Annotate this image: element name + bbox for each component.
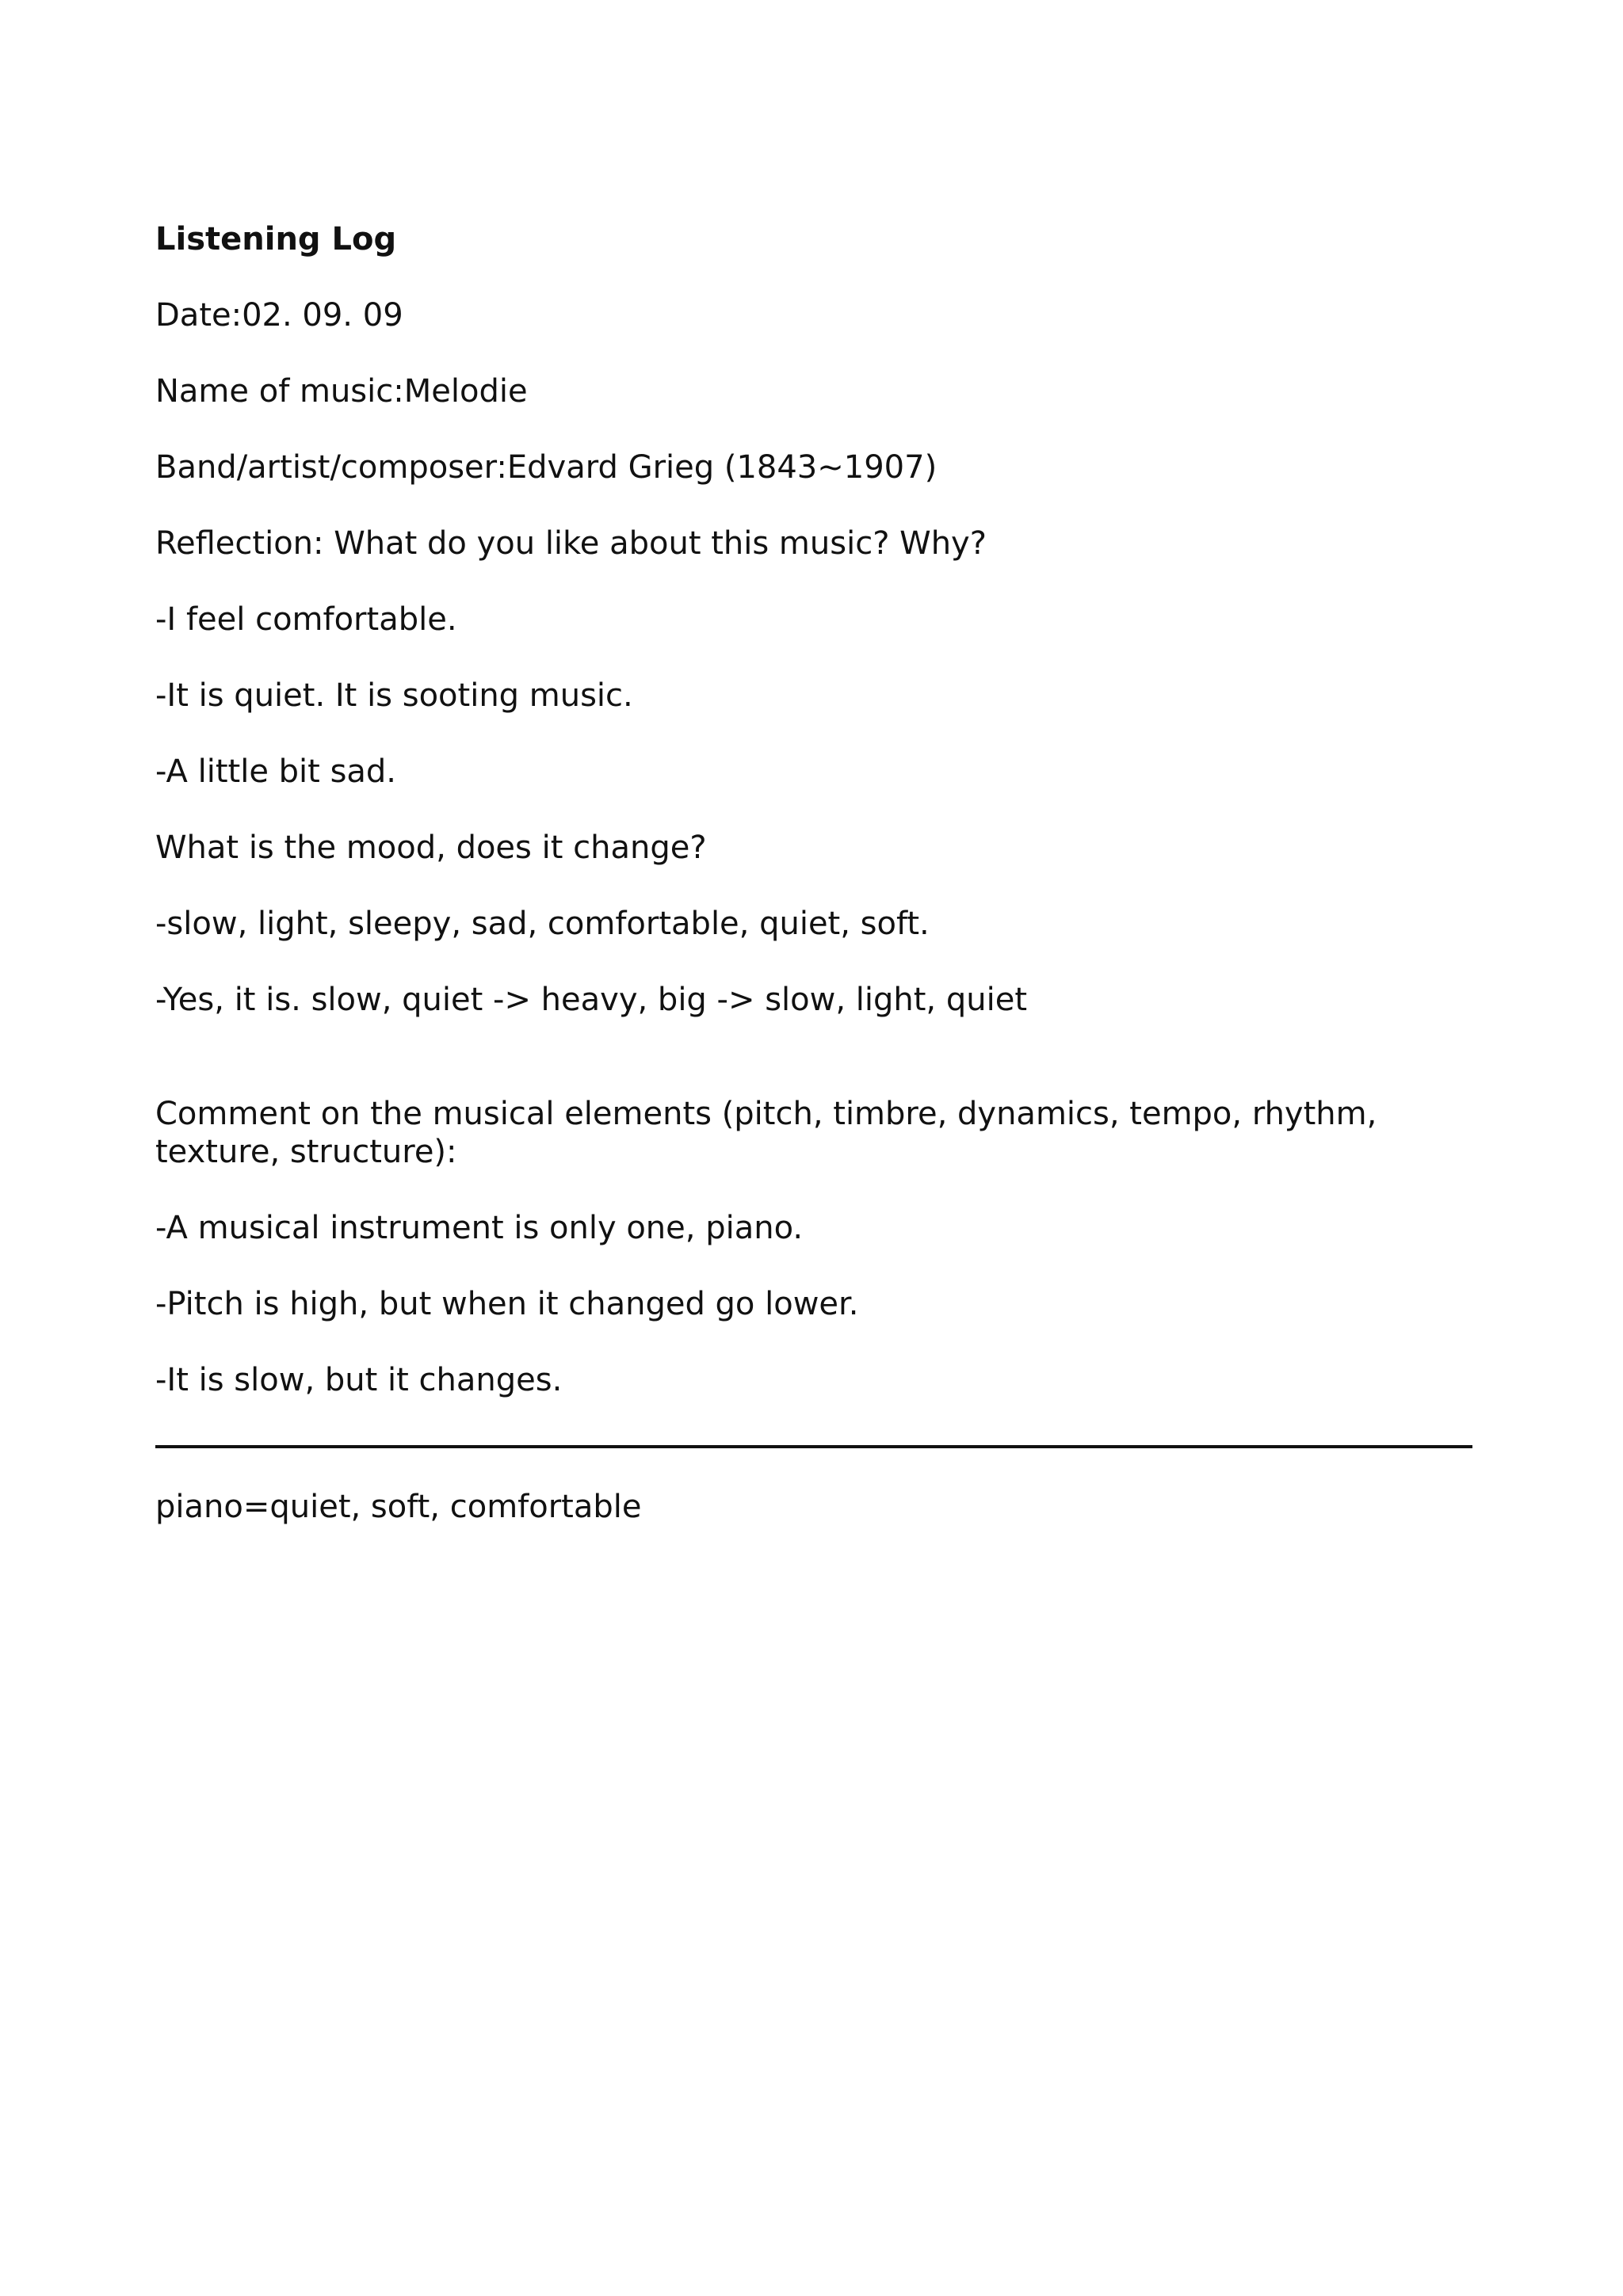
mood-answer-1: -slow, light, sleepy, sad, comfortable, quiet, soft. xyxy=(155,906,930,942)
music-name-line: Name of music:Melodie xyxy=(155,373,528,410)
document-title: Listening Log xyxy=(155,221,397,257)
elements-question: Comment on the musical elements (pitch, timbre, dynamics, tempo, rhythm, texture, structure): xyxy=(155,1096,1377,1170)
composer-line: Band/artist/composer:Edvard Grieg (1843~1907) xyxy=(155,449,938,486)
reflection-answer-1: -I feel comfortable. xyxy=(155,601,457,638)
elements-answer-1: -A musical instrument is only one, piano. xyxy=(155,1210,804,1246)
reflection-question: Reflection: What do you like about this music? Why? xyxy=(155,525,987,562)
elements-answer-2: -Pitch is high, but when it changed go lower. xyxy=(155,1286,859,1322)
reflection-answer-3: -A little bit sad. xyxy=(155,753,397,790)
reflection-answer-2: -It is quiet. It is sooting music. xyxy=(155,677,633,714)
date-line: Date:02. 09. 09 xyxy=(155,297,403,334)
mood-answer-2: -Yes, it is. slow, quiet -> heavy, big -> slow, light, quiet xyxy=(155,982,1027,1018)
elements-answer-3: -It is slow, but it changes. xyxy=(155,1362,563,1398)
footer-note: piano=quiet, soft, comfortable xyxy=(155,1489,642,1525)
mood-question: What is the mood, does it change? xyxy=(155,830,707,866)
horizontal-divider xyxy=(155,1445,1472,1448)
